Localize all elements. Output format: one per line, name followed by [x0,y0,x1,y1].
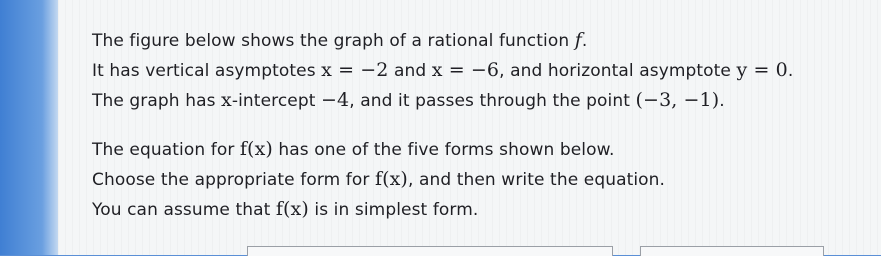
vertical-asymptote-2: x = −6 [431,59,500,81]
line-4-text: The equation for [92,140,240,160]
left-edge-strip [0,0,60,255]
function-fx: f(x) [374,168,408,190]
function-f: f [574,29,582,51]
line-3-end: . [719,91,725,111]
line-6-text: You can assume that [92,200,276,220]
line-2-text: It has vertical asymptotes [92,61,322,81]
line-6-end: is in simplest form. [308,200,479,220]
problem-line-5 [92,168,665,190]
line-2-text-2: , and horizontal asymptote [499,61,737,81]
line-1-end: . [581,31,588,51]
x-variable: x [221,89,232,111]
problem-line-6 [92,198,478,220]
function-fx: f(x) [275,198,309,220]
line-2-and: and [388,61,432,81]
problem-line-3 [92,89,725,111]
line-4-end: has one of the five forms shown below. [272,140,615,160]
problem-line-2 [92,59,793,81]
problem-line-1 [92,29,587,51]
line-3-text: The graph has [92,91,222,111]
line-3-text-3: , and it passes through the point [349,91,636,111]
line-5-text: Choose the appropriate form for [92,170,375,190]
horizontal-asymptote: y = 0 [736,59,788,81]
line-3-text-2: -intercept [231,91,322,111]
function-fx: f(x) [239,138,273,160]
problem-line-4 [92,138,615,160]
vertical-asymptote-1: x = −2 [321,59,389,81]
x-intercept-value: −4 [321,89,350,111]
line-2-end: . [787,61,794,81]
line-1-text: The figure below shows the graph of a rational function [92,31,575,51]
point-coordinates: (−3, −1) [635,89,720,111]
line-5-end: , and then write the equation. [407,170,666,190]
